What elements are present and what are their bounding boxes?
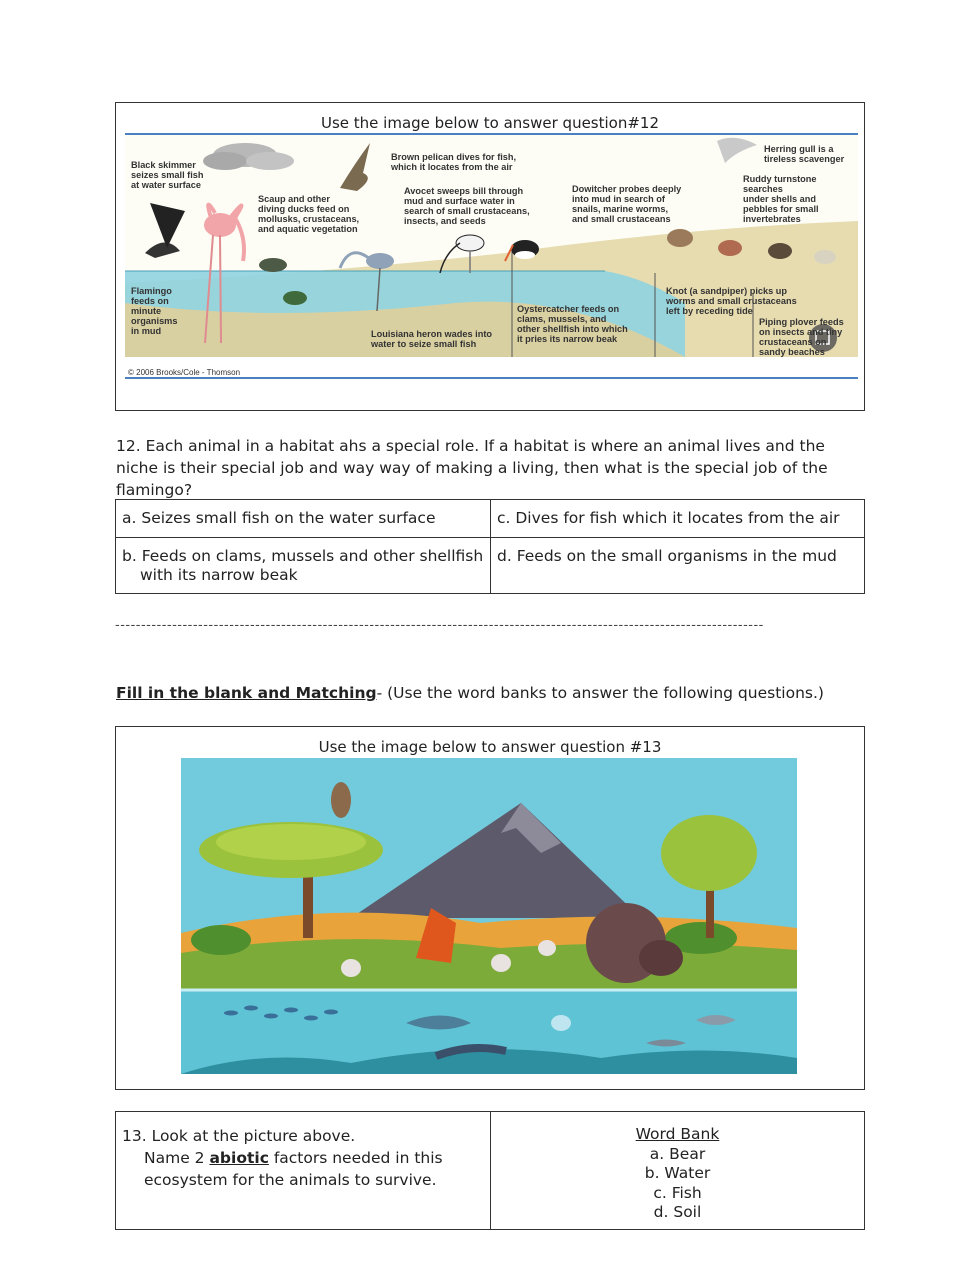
q12-option-c[interactable]: c. Dives for fish which it locates from the air: [491, 500, 865, 538]
diagram-copyright: © 2006 Brooks/Cole - Thomson: [128, 368, 241, 377]
word-bank-item: a. Bear: [649, 1144, 706, 1163]
q12-option-b[interactable]: b. Feeds on clams, mussels and other shellfish with its narrow beak: [116, 538, 491, 594]
section-title: Fill in the blank and Matching: [116, 684, 377, 702]
word-bank-title: Word Bank: [635, 1125, 720, 1143]
q12-question: 12. Each animal in a habitat ahs a special role. If a habitat is where an animal lives and the niche is their special job and way way of making a living, then what is the special job of the flamingo?: [116, 437, 828, 499]
knot-bird: [718, 240, 742, 256]
section-subtitle: - (Use the word banks to answer the following questions.): [376, 684, 824, 702]
label-flamingo: Flamingo feeds on minute organisms in mud: [131, 286, 178, 336]
rabbit: [538, 940, 556, 956]
abiotic-keyword: abiotic: [209, 1149, 269, 1167]
q13-line1: 13. Look at the picture above.: [122, 1127, 356, 1145]
label-dowitcher: Dowitcher probes deeply into mud in search of snails, marine worms, and small crustaceans: [572, 184, 682, 224]
label-avocet: Avocet sweeps bill through mud and surface water in search of small crustaceans, insects, and seeds: [404, 186, 530, 226]
q13-image-caption: Use the image below to answer question #13: [318, 738, 662, 756]
ecosystem-illustration: [181, 758, 797, 1074]
label-black-skimmer: Black skimmer seizes small fish at water surface: [131, 160, 204, 190]
duck-bird: [283, 291, 307, 305]
q12-option-a[interactable]: a. Seizes small fish on the water surface: [116, 500, 491, 538]
word-bank-item: d. Soil: [653, 1203, 702, 1221]
q13-table: [115, 1111, 865, 1230]
plover-bird: [814, 250, 836, 264]
q13-question-cell: [116, 1112, 491, 1230]
q12-answer-table: [115, 499, 865, 594]
word-bank-item: c. Fish: [653, 1183, 702, 1202]
label-heron: Louisiana heron wades into water to seize small fish: [371, 329, 492, 349]
label-turnstone: Ruddy turnstone searches under shells and pebbles for small invertebrates: [743, 174, 819, 224]
label-knot: Knot (a sandpiper) picks up worms and small crustaceans left by receding tide: [666, 286, 797, 316]
eagle: [331, 782, 351, 818]
q13-line3: ecosystem for the animals to survive.: [144, 1171, 437, 1189]
label-herring-gull: Herring gull is a tireless scavenger: [764, 144, 845, 164]
rabbit: [341, 959, 361, 977]
label-oystercatcher: Oystercatcher feeds on clams, mussels, and other shellfish into which it pries its narrow beak: [517, 304, 628, 344]
label-plover: Piping plover feeds on insects and tiny crustaceans on sandy beaches: [759, 317, 844, 357]
section-separator: -----------------------------------------------------------------------------------------------------------------------------: [115, 618, 764, 633]
label-pelican: Brown pelican dives for fish, which it locates from the air: [391, 152, 517, 172]
q13-line2: Name 2 abiotic factors needed in this: [144, 1149, 443, 1167]
section-heading: [116, 682, 824, 704]
jellyfish: [551, 1015, 571, 1031]
word-bank-item: b. Water: [644, 1164, 711, 1182]
duck-bird: [259, 258, 287, 272]
dowitcher-bird: [667, 229, 693, 247]
turnstone-bird: [768, 243, 792, 259]
word-bank-cell: [491, 1112, 865, 1230]
label-scaup: Scaup and other diving ducks feed on mollusks, crustaceans, and aquatic vegetation: [258, 194, 360, 234]
q12-option-d[interactable]: d. Feeds on the small organisms in the mud: [491, 538, 865, 594]
rabbit: [491, 954, 511, 972]
q12-image-caption: Use the image below to answer question#12: [320, 114, 660, 132]
